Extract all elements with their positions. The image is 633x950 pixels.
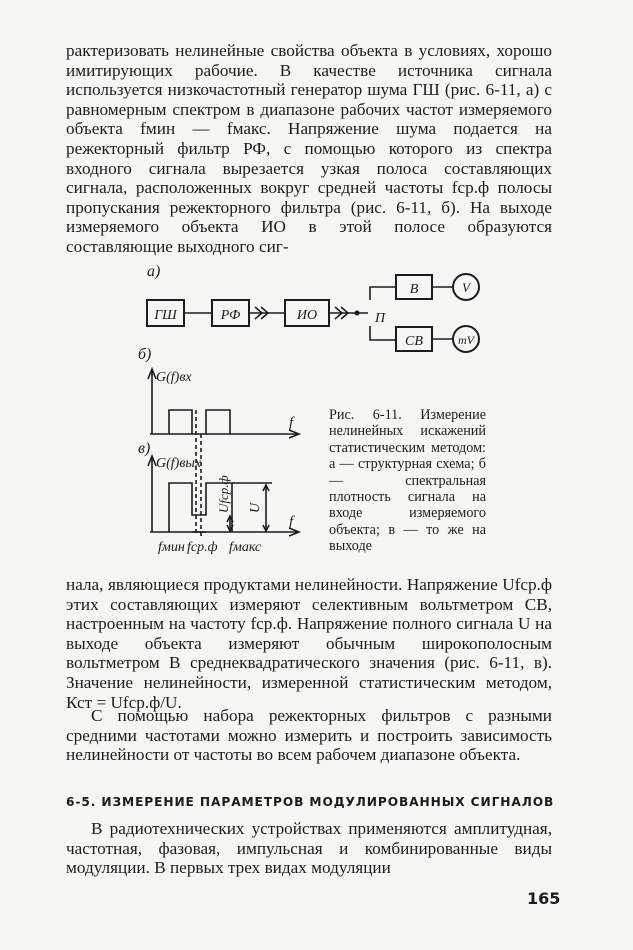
spectrum-in-right — [206, 410, 230, 434]
label-volt: V — [462, 280, 470, 295]
section-heading: 6-5. ИЗМЕРЕНИЕ ПАРАМЕТРОВ МОДУЛИРОВАННЫХ СИГНАЛОВ — [66, 795, 555, 809]
paragraph-continuation: нала, являющиеся продуктами нелинейности. Напряжение Ufср.ф этих составляющих измеряют селективным вольтметром СВ, настроенным на частоту fср.ф. Напряжение полного сигнала U на выходе объекта измеряют обычным широкополосным вольтметром В среднеквадратического значения (рис. 6-11, в). Значение нелинейности, измеренной статистическим методом, Кст = Ufср.ф/U. — [66, 575, 552, 712]
label-v: В — [409, 282, 419, 297]
label-f-top: f — [289, 415, 294, 431]
label-b: б) — [138, 346, 152, 363]
label-f-cf: fср.ф — [187, 540, 218, 555]
label-io: ИО — [296, 308, 318, 323]
spectrum-in-left — [169, 410, 192, 434]
label-g-out: G(f)вых — [156, 456, 202, 471]
label-c: в) — [138, 440, 151, 457]
label-mvolt: mV — [458, 333, 474, 347]
label-u: U — [248, 502, 263, 513]
paragraph-intro: рактеризовать нелинейные свойства объекта в условиях, хорошо имитирующих рабочие. В качестве источника сигнала используется низкочастотный генератор шума ГШ (рис. 6-11, а) с равномерным спектром в диапазоне рабочих частот измеряемого объекта fмин — fмакс. Напряжение шума подается на режекторный фильтр РФ, с помощью которого из спектра входного сигнала вырезается узкая полоса составляющих сигнала, расположенных вокруг средней частоты fср.ф полосы пропускания режекторного фильтра (рис. 6-11, б). На выходе измеряемого объекта ИО в этой полосе образуются составляющие выходного сиг- — [66, 41, 552, 256]
page-number: 165 — [527, 889, 561, 908]
label-gsh: ГШ — [154, 308, 177, 323]
label-p: П — [375, 311, 386, 326]
figure-caption: Рис. 6-11. Измерение нелинейных искажений статистическим методом: а — структурная схема; б — спектральная плотность сигнала на входе измеряемого объекта; в — то же на выходе — [329, 407, 486, 555]
label-u-f: Ufср.ф — [216, 475, 231, 513]
label-g-in: G(f)вх — [156, 370, 192, 385]
paragraph-modulation: В радиотехнических устройствах применяются амплитудная, частотная, фазовая, импульсная и комбинированные виды модуляции. В первых трех видах модуляции — [66, 819, 552, 878]
label-f-min: fмин — [158, 540, 185, 555]
label-f-bottom: f — [289, 514, 294, 530]
label-sv: СВ — [405, 334, 423, 349]
label-a: а) — [147, 263, 161, 280]
label-rf: РФ — [220, 308, 241, 323]
paragraph-filters: С помощью набора режекторных фильтров с разными средними частотами можно измерить и построить зависимость нелинейности от частоты во всем рабочем диапазоне объекта. — [66, 706, 552, 765]
label-f-max: fмакс — [229, 540, 262, 555]
